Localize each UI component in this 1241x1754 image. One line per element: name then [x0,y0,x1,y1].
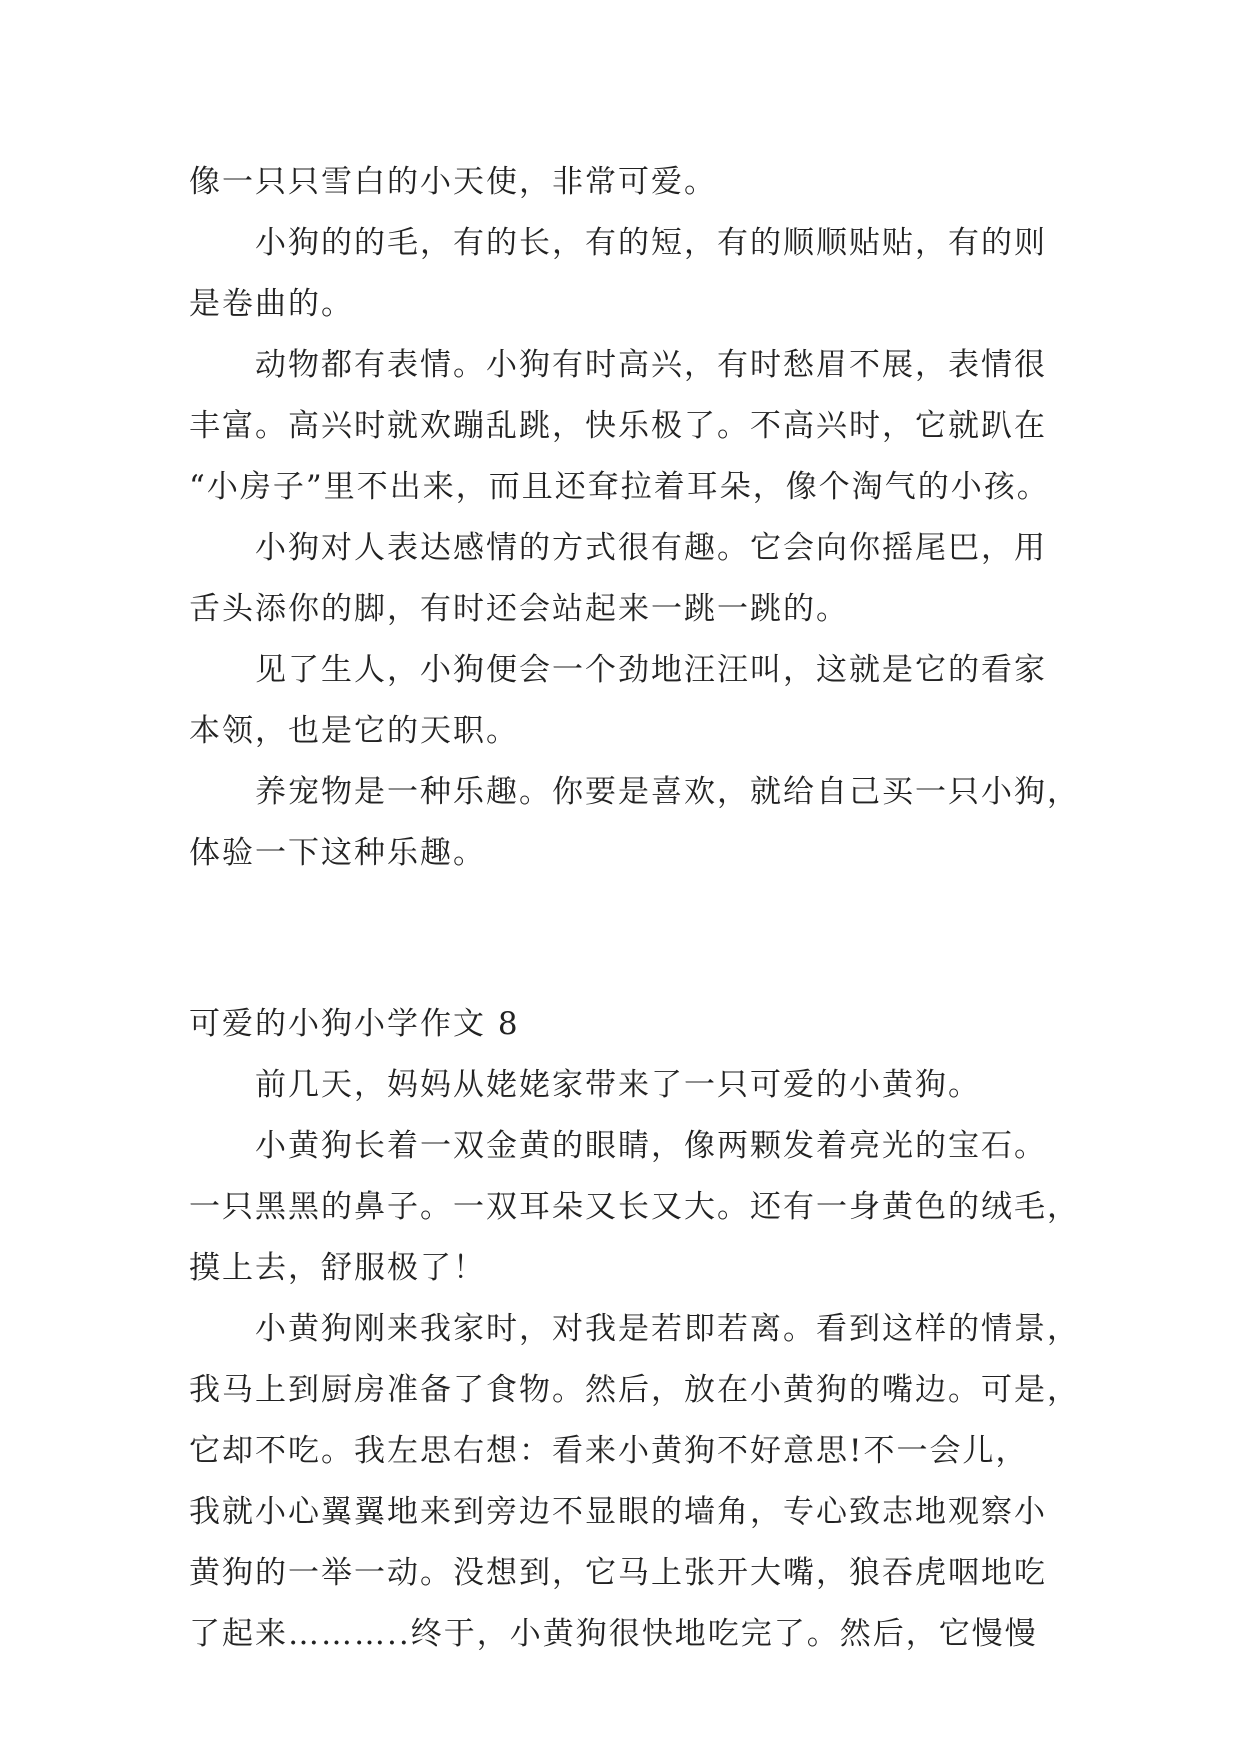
text-line: 了起来………..终于，小黄狗很快地吃完了。然后，它慢慢 [189,1616,1038,1652]
paragraph-start-line: 动物都有表情。小狗有时高兴，有时愁眉不展，表情很 [255,347,1047,383]
paragraph-start-line: 小狗的的毛，有的长，有的短，有的顺顺贴贴，有的则 [255,225,1047,261]
text-line: “小房子”里不出来，而且还耷拉着耳朵，像个淘气的小孩。 [189,469,1050,505]
text-line: 像一只只雪白的小天使，非常可爱。 [189,164,717,200]
text-line: 舌头添你的脚，有时还会站起来一跳一跳的。 [189,591,849,627]
text-line: 一只黑黑的鼻子。一双耳朵又长又大。还有一身黄色的绒毛， [189,1189,1080,1225]
paragraph-start-line: 小黄狗刚来我家时，对我是若即若离。看到这样的情景， [255,1311,1080,1347]
paragraph-start-line: 小黄狗长着一双金黄的眼睛，像两颗发着亮光的宝石。 [255,1128,1047,1164]
text-line: 是卷曲的。 [189,286,354,322]
document-body [189,152,1080,1665]
paragraph-start-line: 前几天，妈妈从姥姥家带来了一只可爱的小黄狗。 [255,1067,981,1103]
text-line: 体验一下这种乐趣。 [189,835,486,871]
text-line: 丰富。高兴时就欢蹦乱跳，快乐极了。不高兴时，它就趴在 [189,408,1047,444]
paragraph-start-line: 养宠物是一种乐趣。你要是喜欢，就给自己买一只小狗， [255,774,1080,810]
text-line: 本领，也是它的天职。 [189,713,519,749]
text-line: 黄狗的一举一动。没想到，它马上张开大嘴，狼吞虎咽地吃 [189,1555,1047,1591]
paragraph-start-line: 小狗对人表达感情的方式很有趣。它会向你摇尾巴，用 [255,530,1047,566]
text-line: 摸上去，舒服极了！ [189,1250,486,1286]
text-line: 我就小心翼翼地来到旁边不显眼的墙角，专心致志地观察小 [189,1494,1047,1530]
essay-title: 可爱的小狗小学作文 8 [189,1006,520,1042]
text-line: 我马上到厨房准备了食物。然后，放在小黄狗的嘴边。可是， [189,1372,1080,1408]
paragraph-start-line: 见了生人，小狗便会一个劲地汪汪叫，这就是它的看家 [255,652,1047,688]
text-line: 它却不吃。我左思右想：看来小黄狗不好意思!不一会儿， [189,1433,1029,1469]
section-gap [189,884,1059,994]
